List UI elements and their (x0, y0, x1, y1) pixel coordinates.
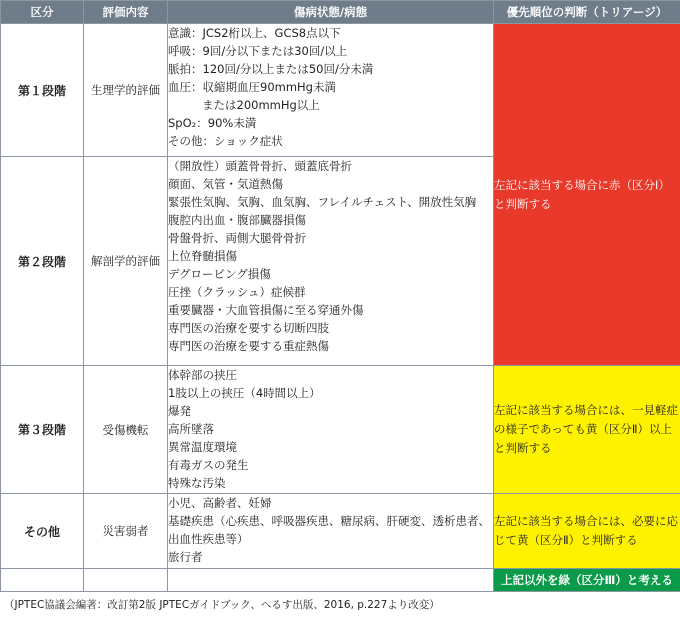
judgment-red-cell: 左記に該当する場合に赤（区分Ⅰ）と判断する (494, 24, 680, 366)
empty-cell (168, 569, 494, 592)
condition-item: 緊張性気胸、気胸、血気胸、フレイルチェスト、開放性気胸 (168, 195, 477, 209)
header-category: 区分 (1, 1, 84, 24)
header-judgment: 優先順位の判断（トリアージ） (494, 1, 680, 24)
evaluation-cell: 受傷機転 (84, 366, 168, 494)
condition-item: 高所墜落 (168, 422, 214, 436)
condition-item: SpO₂：90%未満 (168, 116, 257, 130)
judgment-green-cell: 上記以外を緑（区分Ⅲ）と考える (494, 569, 680, 592)
condition-item: 骨盤骨折、両側大腿骨骨折 (168, 231, 306, 245)
condition-item: 出血性疾患等） (168, 532, 249, 546)
table-row (1, 569, 680, 592)
condition-item: 専門医の治療を要する切断四肢 (168, 321, 329, 335)
condition-item: 専門医の治療を要する重症熱傷 (168, 339, 329, 353)
table-row (1, 24, 680, 157)
condition-item: 体幹部の挟圧 (168, 368, 237, 382)
evaluation-cell: 解剖学的評価 (84, 157, 168, 366)
condition-item: 顔面、気管・気道熱傷 (168, 177, 283, 191)
condition-item: 意識：JCS2桁以上、GCS8点以下 (168, 26, 341, 40)
judgment-yellow-cell: 左記に該当する場合には、一見軽症の様子であっても黄（区分Ⅱ）以上と判断する (494, 366, 680, 494)
condition-item: 血圧：収縮期血圧90mmHg未満 (168, 80, 336, 94)
condition-cell (168, 157, 494, 366)
condition-item: または200mmHg以上 (202, 98, 320, 112)
condition-item: 脈拍：120回/分以上または50回/分未満 (168, 62, 374, 76)
table-row (1, 494, 680, 569)
source-note: （JPTEC協議会編著：改訂第2版 JPTECガイドブック、へるす出版、2016, p.227より改変） (4, 599, 440, 611)
stage-cell: 第２段階 (1, 157, 84, 366)
condition-item: その他：ショック症状 (168, 134, 283, 148)
condition-item: 重要臓器・大血管損傷に至る穿通外傷 (168, 303, 364, 317)
stage-cell: その他 (1, 494, 84, 569)
header-evaluation: 評価内容 (84, 1, 168, 24)
condition-item: 旅行者 (168, 550, 203, 564)
condition-item: 爆発 (168, 404, 191, 418)
evaluation-cell: 生理学的評価 (84, 24, 168, 157)
condition-item: 腹腔内出血・腹部臓器損傷 (168, 213, 306, 227)
condition-item: 基礎疾患（心疾患、呼吸器疾患、糖尿病、肝硬変、透析患者、 (168, 514, 490, 528)
stage-cell: 第１段階 (1, 24, 84, 157)
condition-item: 上位脊髄損傷 (168, 249, 237, 263)
condition-item: 有毒ガスの発生 (168, 458, 249, 472)
judgment-yellow-cell: 左記に該当する場合には、必要に応じて黄（区分Ⅱ）と判断する (494, 494, 680, 569)
condition-item: 特殊な汚染 (168, 476, 226, 490)
condition-item: 圧挫（クラッシュ）症候群 (168, 285, 306, 299)
condition-item: 1肢以上の挟圧（4時間以上） (168, 386, 321, 400)
condition-cell (168, 24, 494, 157)
stage-cell: 第３段階 (1, 366, 84, 494)
condition-item: デグロービング損傷 (168, 267, 271, 281)
table-row (1, 366, 680, 494)
header-condition: 傷病状態/病態 (168, 1, 494, 24)
empty-cell (1, 569, 84, 592)
condition-item: 異常温度環境 (168, 440, 237, 454)
condition-cell (168, 494, 494, 569)
condition-item: （開放性）頭蓋骨骨折、頭蓋底骨折 (168, 159, 352, 173)
condition-item: 小児、高齢者、妊婦 (168, 496, 272, 510)
evaluation-cell: 災害弱者 (84, 494, 168, 569)
header-row (1, 1, 680, 24)
condition-cell (168, 366, 494, 494)
empty-cell (84, 569, 168, 592)
condition-item: 呼吸：9回/分以下または30回/以上 (168, 44, 348, 58)
